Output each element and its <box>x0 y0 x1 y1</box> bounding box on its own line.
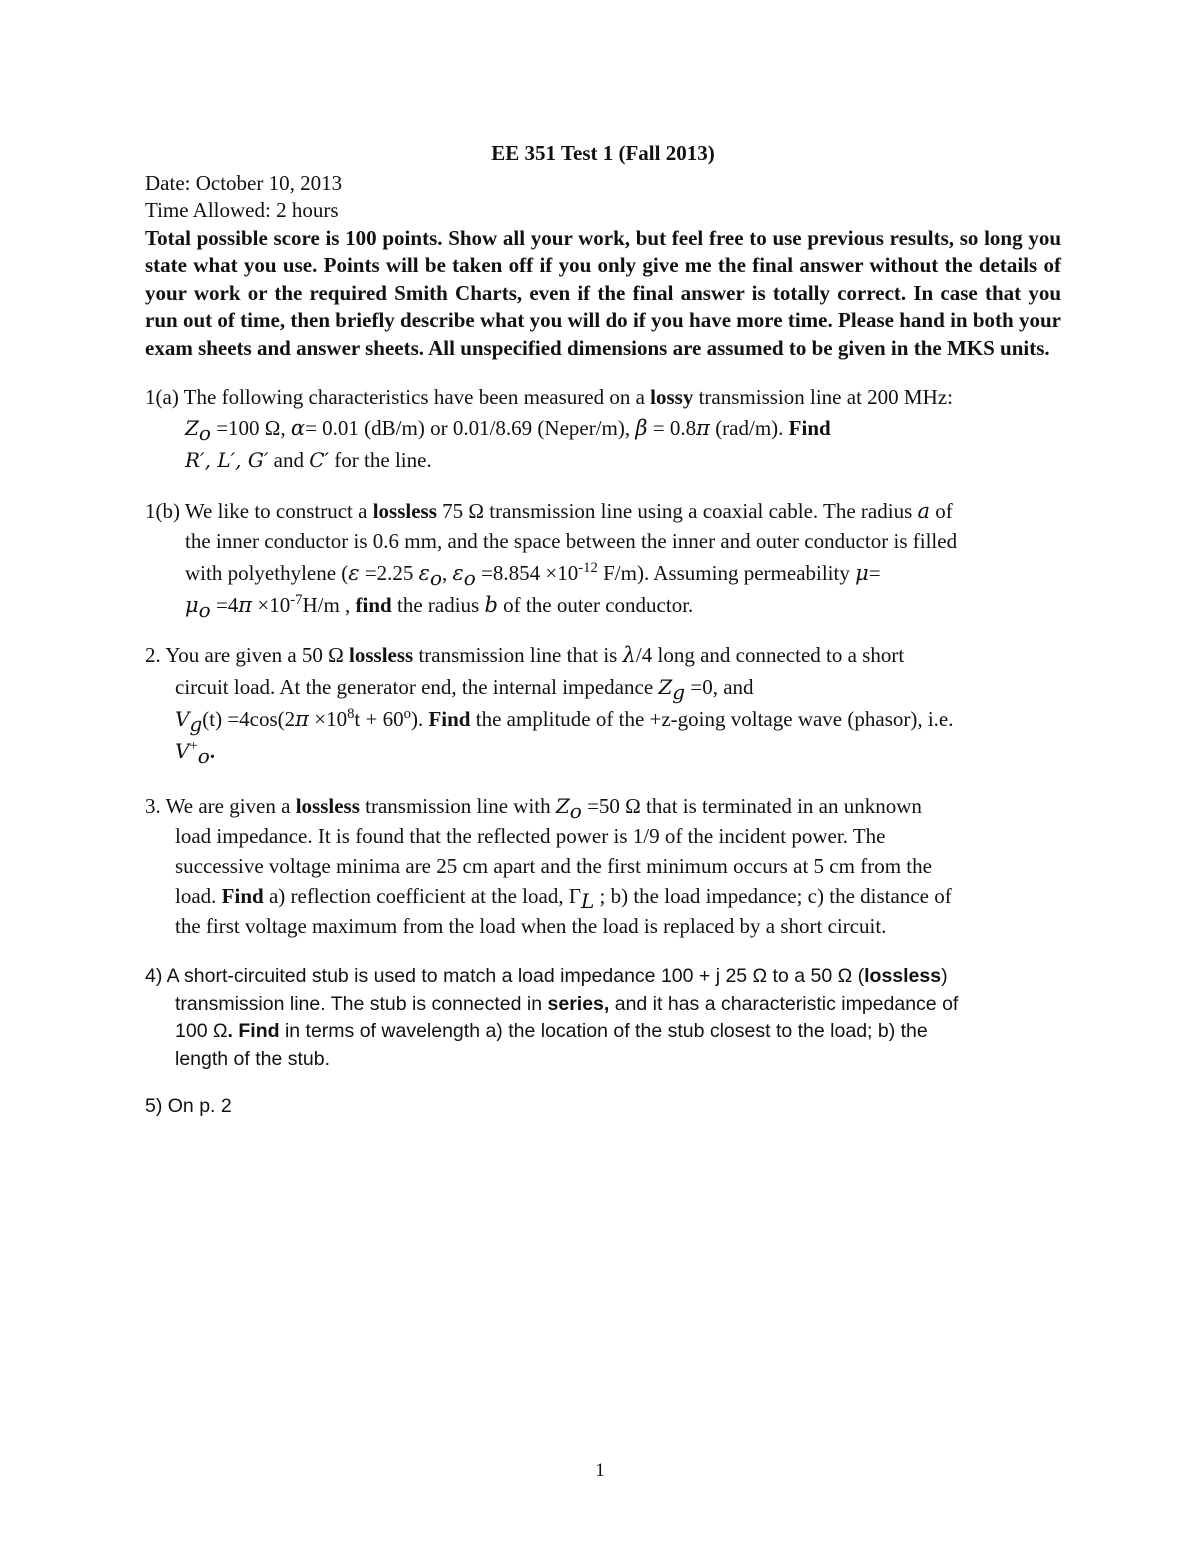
exam-title: EE 351 Test 1 (Fall 2013) <box>491 141 715 165</box>
question-number: 3. <box>145 794 161 818</box>
question-3: 3. We are given a lossless transmission line with $Z_o =50$ Ω that is terminated in an unknown load impedance. It is found that the reflected power is 1/9 of the incident power. The successive voltage minima are 25 cm apart and the first minimum occurs at 5 cm from the load. Find a) reflection coefficient at the load, $\Gamma_L$ ; b) the load impedance; c) the distance of the first voltage maximum from the load when the load is replaced by a short circuit. <box>145 794 952 938</box>
exam-time-allowed: Time Allowed: 2 hours <box>145 198 339 222</box>
question-number: 1(a) <box>145 385 179 409</box>
question-number: 4) <box>145 965 163 987</box>
page-number: 1 <box>595 1460 605 1481</box>
question-number: 2. <box>145 643 161 667</box>
question-number: 5) <box>145 1095 163 1117</box>
exam-instructions: Total possible score is 100 points. Show all your work, but feel free to use previous results, so long you state what you use. Points will be taken off if you only give me the final answer without the details of your work or the required Smith Charts, even if the final answer is totally correct. In case that you run out of time, then briefly describe what you will do if you have more time. Please hand in both your exam sheets and answer sheets. All unspecified dimensions are assumed to be given in the MKS units. <box>145 225 1061 360</box>
question-2: 2. You are given a 50 Ω lossless transmission line that is λ/4 long and connected to a short circuit load. At the generator end, the internal impedance $Z_g =0$, and $V_g(t) =4\cos(2\pi \times 10^8t + 60^o)$. Find the amplitude of the +z-going voltage wave (phasor), i.e. $V^+_o$. <box>145 643 954 769</box>
exam-date: Date: October 10, 2013 <box>145 170 343 195</box>
question-1b: 1(b) We like to construct a lossless 75 Ω transmission line using a coaxial cable. The radius a of the inner conductor is 0.6 mm, and the space between the inner and outer conductor is filled with polyethylene (ε =2.25 $\varepsilon_o$, $\varepsilon_o =8.854 \times 10^{-12}$ F/m). Assuming permeability μ= $\mu_o =4\pi \times 10^{-7}H/m$ , find the radius b of the outer conductor. <box>145 498 958 623</box>
question-5: 5) On p. 2 <box>145 1095 232 1117</box>
question-4: 4) A short-circuited stub is used to match a load impedance 100 + j 25 Ω to a 50 Ω (lossless) transmission line. The stub is connected in series, and it has a characteristic impedance of 100 Ω. Find in terms of wavelength a) the location of the stub closest to the load; b) the length of the stub. <box>145 965 959 1070</box>
exam-content <box>145 140 1061 1121</box>
question-number: 1(b) <box>145 498 180 523</box>
question-1a: 1(a) The following characteristics have been measured on a lossy transmission line at 200 MHz: $Z_o =100$ Ω, α= 0.01 (dB/m) or 0.01/8.69 (Neper/m), β = 0.8π (rad/m). Find R′, L′, G′ and C′ for the line. <box>145 385 953 472</box>
